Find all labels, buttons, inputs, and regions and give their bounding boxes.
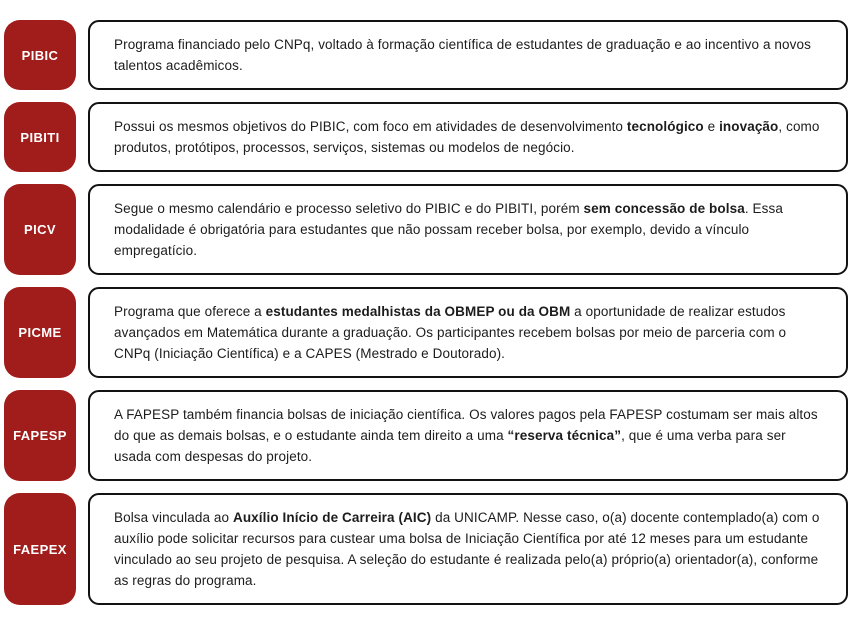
description-bold-segment: Auxílio Início de Carreira (AIC) — [232, 510, 432, 525]
program-description — [114, 198, 822, 261]
description-bold-segment: inovação — [719, 119, 779, 134]
description-bold-segment: estudantes medalhistas da OBMEP ou da OBM — [265, 304, 571, 319]
program-description — [114, 404, 822, 467]
program-description-box — [88, 20, 848, 90]
program-description-box — [88, 102, 848, 172]
program-description-box — [88, 287, 848, 378]
program-description-box — [88, 493, 848, 605]
program-description-box — [88, 184, 848, 275]
program-badge-label: PIBITI — [20, 129, 60, 145]
description-bold-segment: tecnológico — [626, 119, 704, 134]
program-row — [4, 184, 848, 275]
program-badge — [4, 20, 76, 90]
program-badge-label: PICME — [18, 325, 62, 340]
description-segment: Possui os mesmos objetivos do PIBIC, com foco em atividades de desenvolvimento — [114, 119, 627, 134]
description-segment: , como produtos, protótipos, processos, serviços, sistemas ou modelos de negócio. — [114, 119, 820, 155]
description-bold-segment: “reserva técnica” — [507, 428, 622, 443]
description-segment: Programa que oferece a — [114, 304, 266, 319]
program-description — [114, 34, 822, 76]
program-badge — [4, 102, 76, 172]
description-segment: . Essa modalidade é obrigatória para estudantes que não possam receber bolsa, por exemplo, devido a vínculo empregatício. — [114, 201, 783, 258]
description-segment: Segue o mesmo calendário e processo seletivo do PIBIC e do PIBITI, porém — [114, 201, 584, 216]
program-badge-label: FAEPEX — [13, 541, 67, 557]
program-badge — [4, 184, 76, 275]
program-badge-label: FAPESP — [13, 428, 67, 443]
program-row — [4, 390, 848, 481]
description-bold-segment: sem concessão de bolsa — [583, 201, 745, 216]
description-segment: e — [703, 119, 720, 134]
program-description — [114, 301, 822, 364]
description-segment: Programa financiado pelo CNPq, voltado à formação científica de estudantes de graduação e ao incentivo a novos talentos acadêmicos. — [114, 37, 811, 73]
program-row — [4, 20, 848, 90]
program-row — [4, 102, 848, 172]
description-segment: Bolsa vinculada ao — [114, 510, 233, 525]
program-description — [114, 507, 822, 591]
description-segment: , que é uma verba para ser usada com despesas do projeto. — [114, 428, 786, 464]
program-badge-label: PICV — [24, 222, 56, 237]
program-badge — [4, 390, 76, 481]
description-segment: da UNICAMP. Nesse caso, o(a) docente contemplado(a) com o auxílio pode solicitar recursos para custear uma bolsa de Iniciação Científica por até 12 meses para um estudante vinculado ao seu projeto de pesquisa. A seleção do estudante é realizada pelo(a) próprio(a) orientador(a), conforme as regras do programa. — [114, 510, 820, 588]
program-row — [4, 287, 848, 378]
program-description — [114, 116, 822, 158]
program-badge-label: PIBIC — [21, 47, 59, 63]
program-description-box — [88, 390, 848, 481]
program-row — [4, 493, 848, 605]
description-segment: a oportunidade de realizar estudos avançados em Matemática durante a graduação. Os participantes recebem bolsas por meio de parceria com o CNPq (Iniciação Científica) e a CAPES (Mestrado e Doutorado). — [114, 304, 787, 361]
description-segment: A FAPESP também financia bolsas de iniciação científica. Os valores pagos pela FAPESP costumam ser mais altos do que as demais bolsas, e o estudante ainda tem direito a uma — [114, 407, 818, 443]
program-badge — [4, 287, 76, 378]
program-badge — [4, 493, 76, 605]
